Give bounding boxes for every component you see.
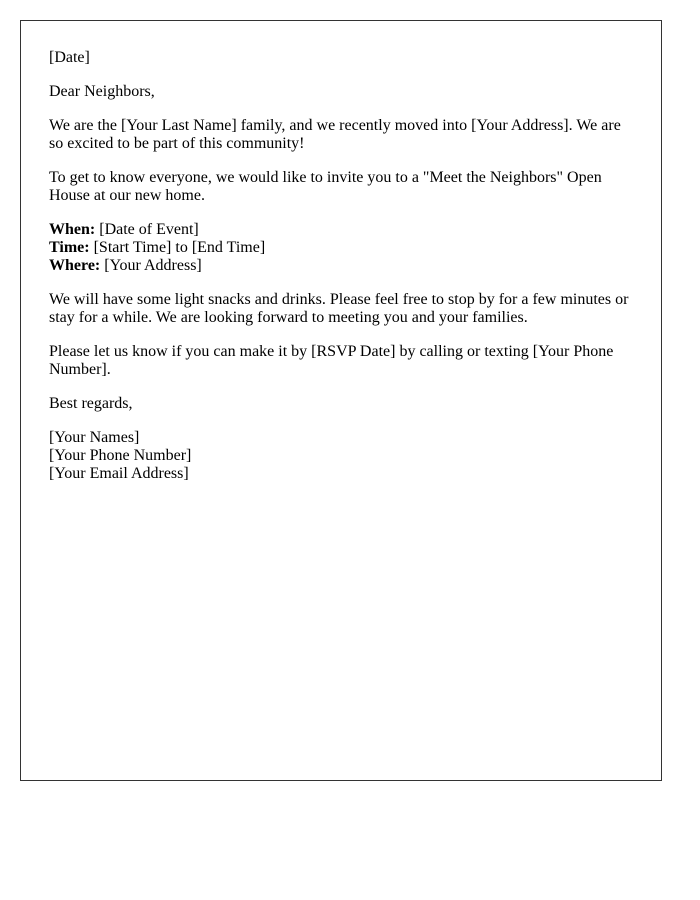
signature-block [49,429,633,483]
event-where-value: [Your Address] [100,257,202,274]
signature-names: [Your Names] [49,429,140,446]
event-time-label: Time: [49,239,90,256]
paragraph-refreshments: We will have some light snacks and drinks. Please feel free to stop by for a few minutes or stay for a while. We are looking forward to meeting you and your families. [49,291,629,326]
event-details [49,221,633,275]
event-where [49,257,633,275]
letter-date: [Date] [49,49,90,66]
event-time [49,239,633,257]
event-time-value: [Start Time] to [End Time] [89,239,266,256]
letter-closing: Best regards, [49,395,133,412]
letter-greeting: Dear Neighbors, [49,83,155,100]
paragraph-invitation: To get to know everyone, we would like to invite you to a "Meet the Neighbors" Open House at our new home. [49,169,602,204]
paragraph-intro: We are the [Your Last Name] family, and we recently moved into [Your Address]. We are so excited to be part of this community! [49,117,621,152]
event-when [49,221,633,239]
signature-email: [Your Email Address] [49,465,189,482]
signature-phone: [Your Phone Number] [49,447,192,464]
paragraph-rsvp: Please let us know if you can make it by [RSVP Date] by calling or texting [Your Phone Number]. [49,343,614,378]
event-when-label: When: [49,221,96,238]
event-when-value: [Date of Event] [95,221,199,238]
event-where-label: Where: [49,257,101,274]
letter-page [20,20,662,781]
